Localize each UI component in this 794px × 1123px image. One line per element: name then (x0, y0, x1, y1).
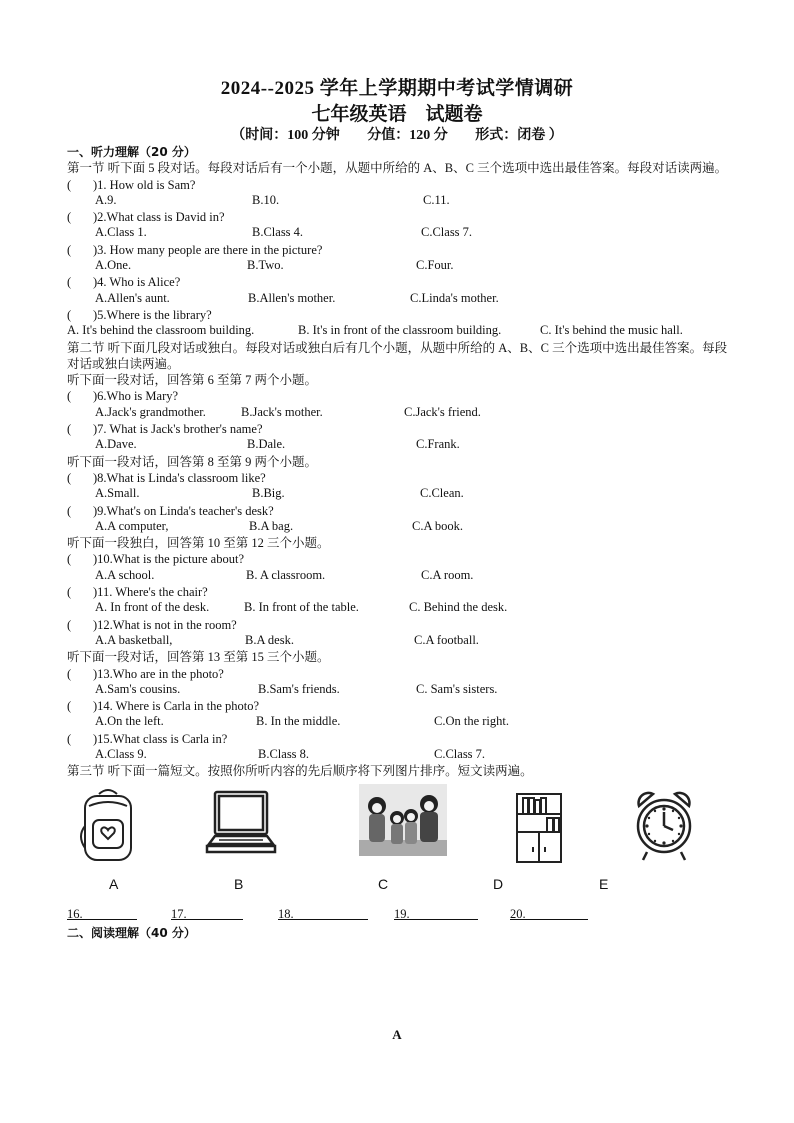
option-c: C.Clean. (420, 486, 464, 501)
option-c: C.Class 7. (434, 746, 486, 761)
option-a: A.Jack's grandmother. (95, 404, 206, 419)
lead-6-7: 听下面一段对话，回答第 6 至第 7 两个小题。 (67, 373, 318, 388)
exam-title: 2024--2025 学年上学期期中考试学情调研 (220, 78, 574, 99)
blank-19-label: 19. (394, 906, 410, 921)
question-8-options (67, 486, 732, 502)
option-c: C. Behind the desk. (409, 600, 508, 615)
option-c: C.Jack's friend. (404, 404, 481, 419)
exam-form: 形式：闭卷 ） (475, 128, 563, 143)
question-10-stem: )10.What is the picture about? (93, 552, 244, 567)
lead-13-15: 听下面一段对话，回答第 13 至第 15 三个小题。 (67, 650, 330, 665)
question-13: ( )13.Who are in the photo? (67, 666, 224, 681)
question-1-options (67, 193, 732, 209)
blank-17-label: 17. (171, 906, 187, 921)
question-8: ( )8.What is Linda's classroom like? (67, 470, 266, 485)
blank-17[interactable] (171, 907, 243, 920)
question-13-stem: )13.Who are in the photo? (93, 666, 224, 681)
option-b: B.A bag. (249, 518, 294, 533)
part3-instructions: 第三节 听下面一篇短文。按照你所听内容的先后顺序将下列图片排序。短文读两遍。 (67, 764, 533, 779)
option-c: C. Sam's sisters. (416, 681, 498, 696)
question-5-options (67, 323, 732, 339)
option-b: B.Dale. (247, 437, 286, 452)
question-12-options (67, 633, 732, 649)
blank-18-label: 18. (278, 906, 294, 921)
exam-score: 分值：120 分 (367, 128, 448, 143)
computer-icon (205, 790, 277, 858)
blank-19[interactable] (394, 907, 478, 920)
section1-heading: 一、听力理解（20 分） (67, 145, 196, 159)
option-b: B.Sam's friends. (258, 681, 340, 696)
option-b: B.Allen's mother. (248, 290, 336, 305)
question-3-options (67, 258, 732, 274)
option-b: B.Class 4. (252, 225, 304, 240)
question-3: ( )3. How many people are there in the picture? (67, 242, 323, 257)
option-a: A.One. (95, 258, 132, 273)
question-1-stem: )1. How old is Sam? (93, 177, 196, 192)
lead-8-9: 听下面一段对话，回答第 8 至第 9 两个小题。 (67, 454, 318, 469)
option-c: C.Linda's mother. (410, 290, 499, 305)
picture-label-c: C (378, 875, 389, 892)
question-5: ( )5.Where is the library? (67, 307, 212, 322)
exam-info (0, 124, 794, 144)
passage-label: A (392, 1027, 402, 1042)
option-c: C.A book. (412, 518, 464, 533)
question-9-options (67, 519, 732, 535)
option-b: B. In the middle. (256, 714, 341, 729)
picture-label-d: D (493, 875, 504, 892)
question-11-stem: )11. Where's the chair? (93, 585, 208, 600)
option-c: C.Four. (416, 258, 454, 273)
picture-label-b: B (234, 875, 244, 892)
question-4-options (67, 291, 732, 307)
blank-16-label: 16. (67, 906, 83, 921)
exam-time: （时间：100 分钟 (231, 128, 340, 143)
question-3-stem: )3. How many people are there in the picture? (93, 242, 323, 257)
question-2-options (67, 225, 732, 241)
option-b: B.Two. (247, 258, 284, 273)
picture-row (67, 784, 732, 899)
question-10-options (67, 568, 732, 584)
question-14: ( )14. Where is Carla in the photo? (67, 699, 260, 714)
option-b: B.10. (252, 192, 280, 207)
family-photo-icon (359, 784, 447, 856)
option-c: C.Class 7. (421, 225, 473, 240)
question-6-stem: )6.Who is Mary? (93, 389, 179, 404)
question-7-options (67, 437, 732, 453)
question-1: ( )1. How old is Sam? (67, 177, 196, 192)
option-c: C.11. (423, 192, 450, 207)
option-c: C.A football. (414, 632, 479, 647)
option-b: B.Class 8. (258, 746, 310, 761)
option-c: C. It's behind the music hall. (540, 323, 683, 338)
exam-subtitle: 七年级英语 试题卷 (311, 104, 483, 125)
part1-instructions: 第一节 听下面 5 段对话。每段对话后有一个小题，从题中所给的 A、B、C 三个选项中选出最佳答案。每段对话读两遍。 (67, 161, 728, 176)
option-a: A.Dave. (95, 437, 137, 452)
alarm-clock-icon (633, 788, 695, 864)
question-4: ( )4. Who is Alice? (67, 275, 181, 290)
option-a: A.Allen's aunt. (95, 290, 170, 305)
backpack-icon (77, 786, 139, 864)
question-8-stem: )8.What is Linda's classroom like? (93, 470, 266, 485)
option-a: A.A basketball, (95, 632, 173, 647)
question-11-options (67, 600, 732, 616)
picture-label-e: E (599, 875, 609, 892)
option-b: B. In front of the table. (244, 600, 359, 615)
option-a: A.Class 1. (95, 225, 147, 240)
question-9: ( )9.What's on Linda's teacher's desk? (67, 503, 274, 518)
question-2-stem: )2.What class is David in? (93, 210, 225, 225)
blank-16[interactable] (67, 907, 137, 920)
part2-instructions: 第二节 听下面几段对话或独白。每段对话或独白后有几个小题，从题中所给的 A、B、C 三个选项中选出最佳答案。每段对话或独白读两遍。 (67, 340, 728, 371)
option-a: A. It's behind the classroom building. (67, 323, 255, 338)
blank-18[interactable] (278, 907, 368, 920)
question-6: ( )6.Who is Mary? (67, 389, 179, 404)
question-2: ( )2.What class is David in? (67, 210, 225, 225)
picture-label-a: A (109, 875, 119, 892)
question-4-stem: )4. Who is Alice? (93, 275, 181, 290)
section2-heading: 二、阅读理解（40 分） (67, 925, 196, 940)
blank-20[interactable] (510, 907, 588, 920)
option-a: A. In front of the desk. (95, 600, 210, 615)
question-15-options (67, 747, 732, 763)
question-14-stem: )14. Where is Carla in the photo? (93, 699, 260, 714)
option-b: B. A classroom. (246, 567, 326, 582)
question-10: ( )10.What is the picture about? (67, 552, 244, 567)
question-6-options (67, 405, 732, 421)
option-a: A.A computer, (95, 518, 169, 533)
option-c: C.Frank. (416, 437, 460, 452)
option-a: A.A school. (95, 567, 155, 582)
option-b: B. It's in front of the classroom building. (298, 323, 502, 338)
question-9-stem: )9.What's on Linda's teacher's desk? (93, 503, 274, 518)
exam-content (67, 144, 732, 941)
question-13-options (67, 682, 732, 698)
question-7: ( )7. What is Jack's brother's name? (67, 422, 263, 437)
answer-blanks (67, 907, 732, 925)
option-c: C.On the right. (434, 714, 509, 729)
question-11: ( )11. Where's the chair? (67, 585, 208, 600)
option-a: A.Small. (95, 486, 140, 501)
question-15: ( )15.What class is Carla in? (67, 731, 228, 746)
option-a: A.Sam's cousins. (95, 681, 181, 696)
bookcase-icon (513, 792, 565, 866)
option-b: B.Big. (252, 486, 285, 501)
question-12-stem: )12.What is not in the room? (93, 617, 237, 632)
option-c: C.A room. (421, 567, 474, 582)
question-5-stem: )5.Where is the library? (93, 307, 212, 322)
option-a: A.Class 9. (95, 746, 147, 761)
question-12: ( )12.What is not in the room? (67, 617, 237, 632)
option-a: A.9. (95, 192, 117, 207)
option-a: A.On the left. (95, 714, 164, 729)
option-b: B.A desk. (245, 632, 294, 647)
question-15-stem: )15.What class is Carla in? (93, 731, 228, 746)
option-b: B.Jack's mother. (241, 404, 323, 419)
question-14-options (67, 714, 732, 730)
blank-20-label: 20. (510, 906, 526, 921)
question-7-stem: )7. What is Jack's brother's name? (93, 422, 263, 437)
lead-10-12: 听下面一段独白，回答第 10 至第 12 三个小题。 (67, 536, 330, 551)
